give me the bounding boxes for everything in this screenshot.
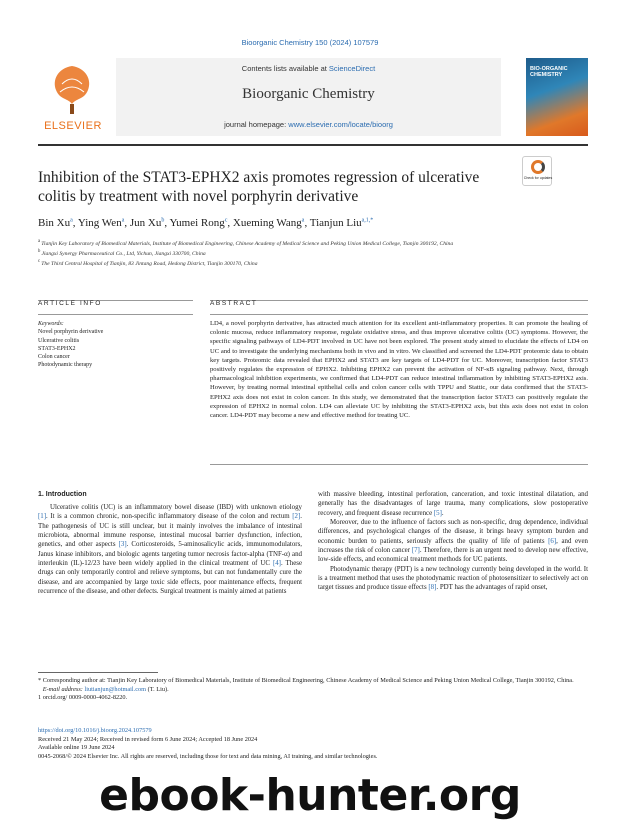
author-affiliation-mark[interactable]: c xyxy=(224,217,228,224)
email-label: E-mail address: xyxy=(42,685,85,693)
affiliation-text: The Third Central Hospital of Tianjin, 83 Jintang Road, Hedong District, Tianjin 300170, China xyxy=(41,260,258,267)
email-line xyxy=(38,686,588,695)
affiliation-mark: b xyxy=(38,248,42,254)
homepage-line xyxy=(116,120,501,129)
header-divider xyxy=(38,144,588,146)
citation-link[interactable]: [1] xyxy=(38,513,47,521)
keywords-list xyxy=(38,328,188,369)
citation-link[interactable]: [3] xyxy=(118,541,127,549)
body-text: Moreover, due to the influence of factors such as non-specific, drug dependence, individual differences, and psychological changes of the disease, it brings heavy symptom burden and economic burden to patients, seriously affects the quality of life of patients xyxy=(318,519,588,545)
abstract-rule-2 xyxy=(210,314,588,315)
author-name[interactable]: Yumei Rong xyxy=(169,217,225,229)
body-text: with massive bleeding, intestinal perforation, canceration, and toxic intestinal dilatation, and generally has the disadvantages of large trauma, many complications, slow postoperative recovery, and frequent disease recurrence xyxy=(318,491,588,517)
affiliation-text: Tianjin Key Laboratory of Biomedical Materials, Institute of Biomedical Engineering, Chinese Academy of Medical Science and Peking Union Medical College, Tianjin 300192, China xyxy=(41,240,454,247)
author-affiliation-mark[interactable]: a xyxy=(301,217,305,224)
footnotes xyxy=(38,677,588,703)
journal-cover-image[interactable] xyxy=(526,58,588,136)
abstract-heading: ABSTRACT xyxy=(210,300,258,307)
elsevier-logo[interactable] xyxy=(38,58,108,136)
contents-prefix: Contents lists available at xyxy=(241,64,329,73)
elsevier-tree-icon xyxy=(44,60,100,116)
body-text: . The pathogenesis of UC is still unclear, but it mainly involves the imbalance of intestinal microbiota, abnormal immune response, intestinal mucosal barrier dysfunction, infection, genetics, and other aspects xyxy=(38,513,302,549)
affiliation-mark: a xyxy=(38,239,42,244)
article-info-heading: ARTICLE INFO xyxy=(38,300,102,307)
article-history xyxy=(38,727,588,761)
journal-title: Bioorganic Chemistry xyxy=(242,86,375,102)
paragraph xyxy=(318,518,588,565)
keyword-item: Colon cancer xyxy=(38,354,70,361)
abstract-rule xyxy=(210,300,588,301)
elsevier-wordmark: ELSEVIER xyxy=(44,120,102,132)
crossmark-icon xyxy=(531,160,545,174)
keyword-item: Photodynamic therapy xyxy=(38,362,93,369)
affiliation-item xyxy=(38,238,583,248)
body-text: . Therefore, there is an urgent need to develop new effective, low-side effects, and economical treatment methods for UC patients. xyxy=(318,547,588,564)
keyword-item: STAT3-EPHX2 xyxy=(38,345,76,352)
affiliation-item xyxy=(38,258,583,268)
citation-link[interactable]: [4] xyxy=(272,560,281,568)
email-link[interactable]: liutianjun@hotmail.com xyxy=(84,685,147,693)
orcid-note: 1 orcid.org/ 0009-0000-4062-8220. xyxy=(38,694,128,702)
footnote-rule xyxy=(38,672,158,673)
author-name[interactable]: Jun Xu xyxy=(129,217,162,229)
homepage-link[interactable]: www.elsevier.com/locate/bioorg xyxy=(288,120,393,129)
author-name[interactable]: Ying Wen xyxy=(77,217,122,229)
body-text: Ulcerative colitis (UC) is an inflammatory bowel disease (IBD) with unknown etiology xyxy=(50,504,302,511)
watermark: ebook-hunter.org xyxy=(99,770,521,821)
check-for-updates-label: Check for updates xyxy=(523,176,553,180)
affiliation-text: Jiangxi Synergy Pharmaceutical Co., Ltd, Yichun, Jiangxi 330700, China xyxy=(41,250,206,257)
article-info-rule-2 xyxy=(38,314,193,315)
keywords-label: Keywords: xyxy=(38,321,64,327)
journal-banner xyxy=(116,58,501,136)
received-dates: Received 21 May 2024; Received in revised form 6 June 2024; Accepted 18 June 2024 xyxy=(38,735,258,743)
journal-header xyxy=(38,58,588,140)
affiliation-mark: c xyxy=(38,258,42,264)
citation-link[interactable]: [6] xyxy=(548,537,557,545)
author-affiliation-mark[interactable]: a xyxy=(121,217,125,224)
body-text: . xyxy=(441,509,444,517)
body-text: . PDT has the advantages of rapid onset, xyxy=(436,584,548,592)
author-name[interactable]: Tianjun Liu xyxy=(309,217,362,229)
check-for-updates-badge[interactable] xyxy=(522,156,552,186)
homepage-prefix: journal homepage: xyxy=(224,120,289,129)
intro-left-column xyxy=(38,503,302,596)
body-text: Photodynamic therapy (PDT) is a new technology currently being developed in the world. It is a treatment method that uses the photodynamic reaction of photosensitizer to selectively act on target tissues and produce tissue effects xyxy=(318,565,588,592)
affiliation-item xyxy=(38,248,583,258)
author-affiliation-mark[interactable]: b xyxy=(161,217,165,224)
paragraph xyxy=(318,565,588,593)
journal-reference[interactable]: Bioorganic Chemistry 150 (2024) 107579 xyxy=(241,38,379,47)
citation-link[interactable]: [8] xyxy=(428,584,437,592)
paragraph xyxy=(38,503,302,596)
article-title: Inhibition of the STAT3-EPHX2 axis promotes regression of ulcerative colitis by treatment with novel porphyrin derivative xyxy=(38,169,480,205)
corresponding-author-note: * Corresponding author at: Tianjin Key Laboratory of Biomedical Materials, Institute of Biomedical Engineering, Chinese Academy of Medical Science and Peking Union Medical College, Tianjin 300192, China. xyxy=(38,677,574,684)
author-name[interactable]: Bin Xu xyxy=(38,217,71,229)
abstract-text: LD4, a novel porphyrin derivative, has attracted much attention for its excellent anti-inflammatory properties. It can promote the healing of colonic mucosa, reduce inflammatory response, regulate oxidative stress, and thus improve ulcerative colitis (UC) symptoms. However, the specific signaling pathways of LD4-PDT involved in UC have not been explored. The present study aimed to elucidate the effects of LD4 on UC and to investigate the underlying mechanisms both in vivo and in vitro. We classified and screened the LD4-PDT proteomic data to obtain key targets. Proteomic data revealed that EPHX2 and STAT3 are key targets of LD4-PDT for UC. Moreover, transcription factor STAT3 positively regulates the expression of EPHX2. Inhibiting EPHX2 can prevent the activation of NF-κB signaling pathway. Next, through pharmacological inhibition experiments, we confirmed that LD4-PDT can reduce intestinal inflammation by inhibiting STAT3-EPHX2 axis. However, by treating normal intestinal epithelial cells and colon cancer cells with TPPU and Stattic, our data confirmed that the STAT3-EPHX2 axis does not exist in colon cancer. In this study, we demonstrated that the transcription factor STAT3 can positively regulate the expression of EPHX2 in normal colon. LD4 can alleviate UC by inhibiting the STAT3-EPHX2 axis, but this axis does not exist in colon cancer. LD4-PDT may become a new and effective method for treating UC. xyxy=(210,320,588,420)
contents-line xyxy=(116,64,501,73)
copyright-line: 0045-2068/© 2024 Elsevier Inc. All rights are reserved, including those for text and data mining, AI training, and similar technologies. xyxy=(38,752,378,760)
author-list: Bin Xu$^a$, Ying Wen$^a$, Jun Xu$^b$, Yumei Rong$^c$, Xueming Wang$^a$, Tianjun Liu$^{a,1,*}$ xyxy=(38,217,374,229)
doi-link[interactable]: https://doi.org/10.1016/j.bioorg.2024.107579 xyxy=(38,727,152,734)
affiliations xyxy=(38,238,583,268)
author-affiliation-mark[interactable]: a xyxy=(70,217,73,224)
author-affiliation-mark[interactable]: a,1,* xyxy=(361,217,374,224)
author-name[interactable]: Xueming Wang xyxy=(232,217,302,229)
body-text: , and even increases the risk of colon cancer xyxy=(318,537,589,555)
abstract-end-rule xyxy=(210,464,588,465)
paragraph xyxy=(318,490,588,518)
body-text: . It is a common chronic, non-specific inflammatory disease of the colon and rectum xyxy=(46,513,293,521)
sciencedirect-link[interactable]: ScienceDirect xyxy=(328,64,376,73)
body-text: . These drugs can only temporarily control and relieve symptoms, but can not fundamentally cure the disease, and are accompanied by large toxic side effects, poor maintenance effects, frequent recurrence of the disease, and other defects. Surgical treatment is mainly aimed at patients xyxy=(38,560,302,596)
citation-link[interactable]: [2] xyxy=(292,513,301,521)
keyword-item: Ulcerative colitis xyxy=(38,337,80,344)
intro-right-column xyxy=(318,490,588,593)
body-text: . Corticosteroids, 5-aminosalicylic acids, immunomodulators, Janus kinase inhibitors, and biologic agents targeting tumor necrosis factor-alpha (TNF-α) and interleukin (IL)-12/23 have been widely applied in the clinical treatment of UC xyxy=(38,541,302,568)
intro-heading: 1. Introduction xyxy=(38,491,87,498)
keyword-item: Novel porphyrin derivative xyxy=(38,329,104,336)
keywords-block xyxy=(38,320,188,370)
email-suffix: (T. Liu). xyxy=(146,685,169,693)
available-online: Available online 19 June 2024 xyxy=(38,744,115,752)
citation-link[interactable]: [7] xyxy=(411,547,420,555)
citation-link[interactable]: [5] xyxy=(433,509,442,517)
cover-title: BIO-ORGANIC CHEMISTRY xyxy=(530,66,568,78)
